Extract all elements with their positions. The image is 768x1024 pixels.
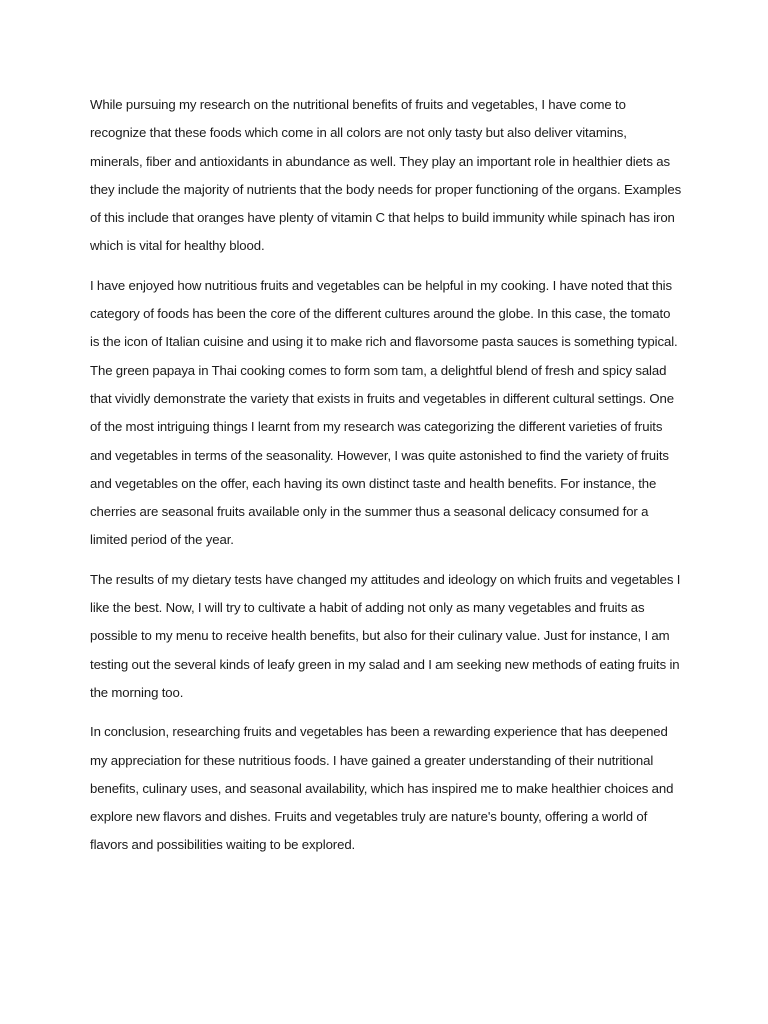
paragraph-4: In conclusion, researching fruits and vegetables has been a rewarding experience that has deepened my appreciation for these nutritious foods. I have gained a greater understanding of their nutritional benefits, culinary uses, and seasonal availability, which has inspired me to make healthier choices and explore new flavors and dishes. Fruits and vegetables truly are nature's bounty, offering a world of flavors and possibilities waiting to be explored. bbox=[90, 724, 674, 853]
paragraph-1: While pursuing my research on the nutritional benefits of fruits and vegetables, I have come to recognize that these foods which come in all colors are not only tasty but also deliver vitamins, minerals, fiber and antioxidants in abundance as well. They play an important role in healthier diets as they include the majority of nutrients that the body needs for proper functioning of the organs. Examples of this include that oranges have plenty of vitamin C that helps to build immunity while spinach has iron which is vital for healthy blood. bbox=[90, 97, 682, 254]
paragraph-2: I have enjoyed how nutritious fruits and vegetables can be helpful in my cooking. I have noted that this category of foods has been the core of the different cultures around the globe. In this case, the tomato is the icon of Italian cuisine and using it to make rich and flavorsome pasta sauces is something typical. The green papaya in Thai cooking comes to form som tam, a delightful blend of fresh and spicy salad that vividly demonstrate the variety that exists in fruits and vegetables in different cultural settings. One of the most intriguing things I learnt from my research was categorizing the different varieties of fruits and vegetables in terms of the seasonality. However, I was quite astonished to find the variety of fruits and vegetables on the offer, each having its own distinct taste and health benefits. For instance, the cherries are seasonal fruits available only in the summer thus a seasonal delicacy consumed for a limited period of the year. bbox=[90, 277, 678, 548]
paragraph-3: The results of my dietary tests have changed my attitudes and ideology on which fruits and vegetables I like the best. Now, I will try to cultivate a habit of adding not only as many vegetables and fruits as possible to my menu to receive health benefits, but also for their culinary value. Just for instance, I am testing out the several kinds of leafy green in my salad and I am seeking new methods of eating fruits in the morning too. bbox=[90, 571, 681, 700]
